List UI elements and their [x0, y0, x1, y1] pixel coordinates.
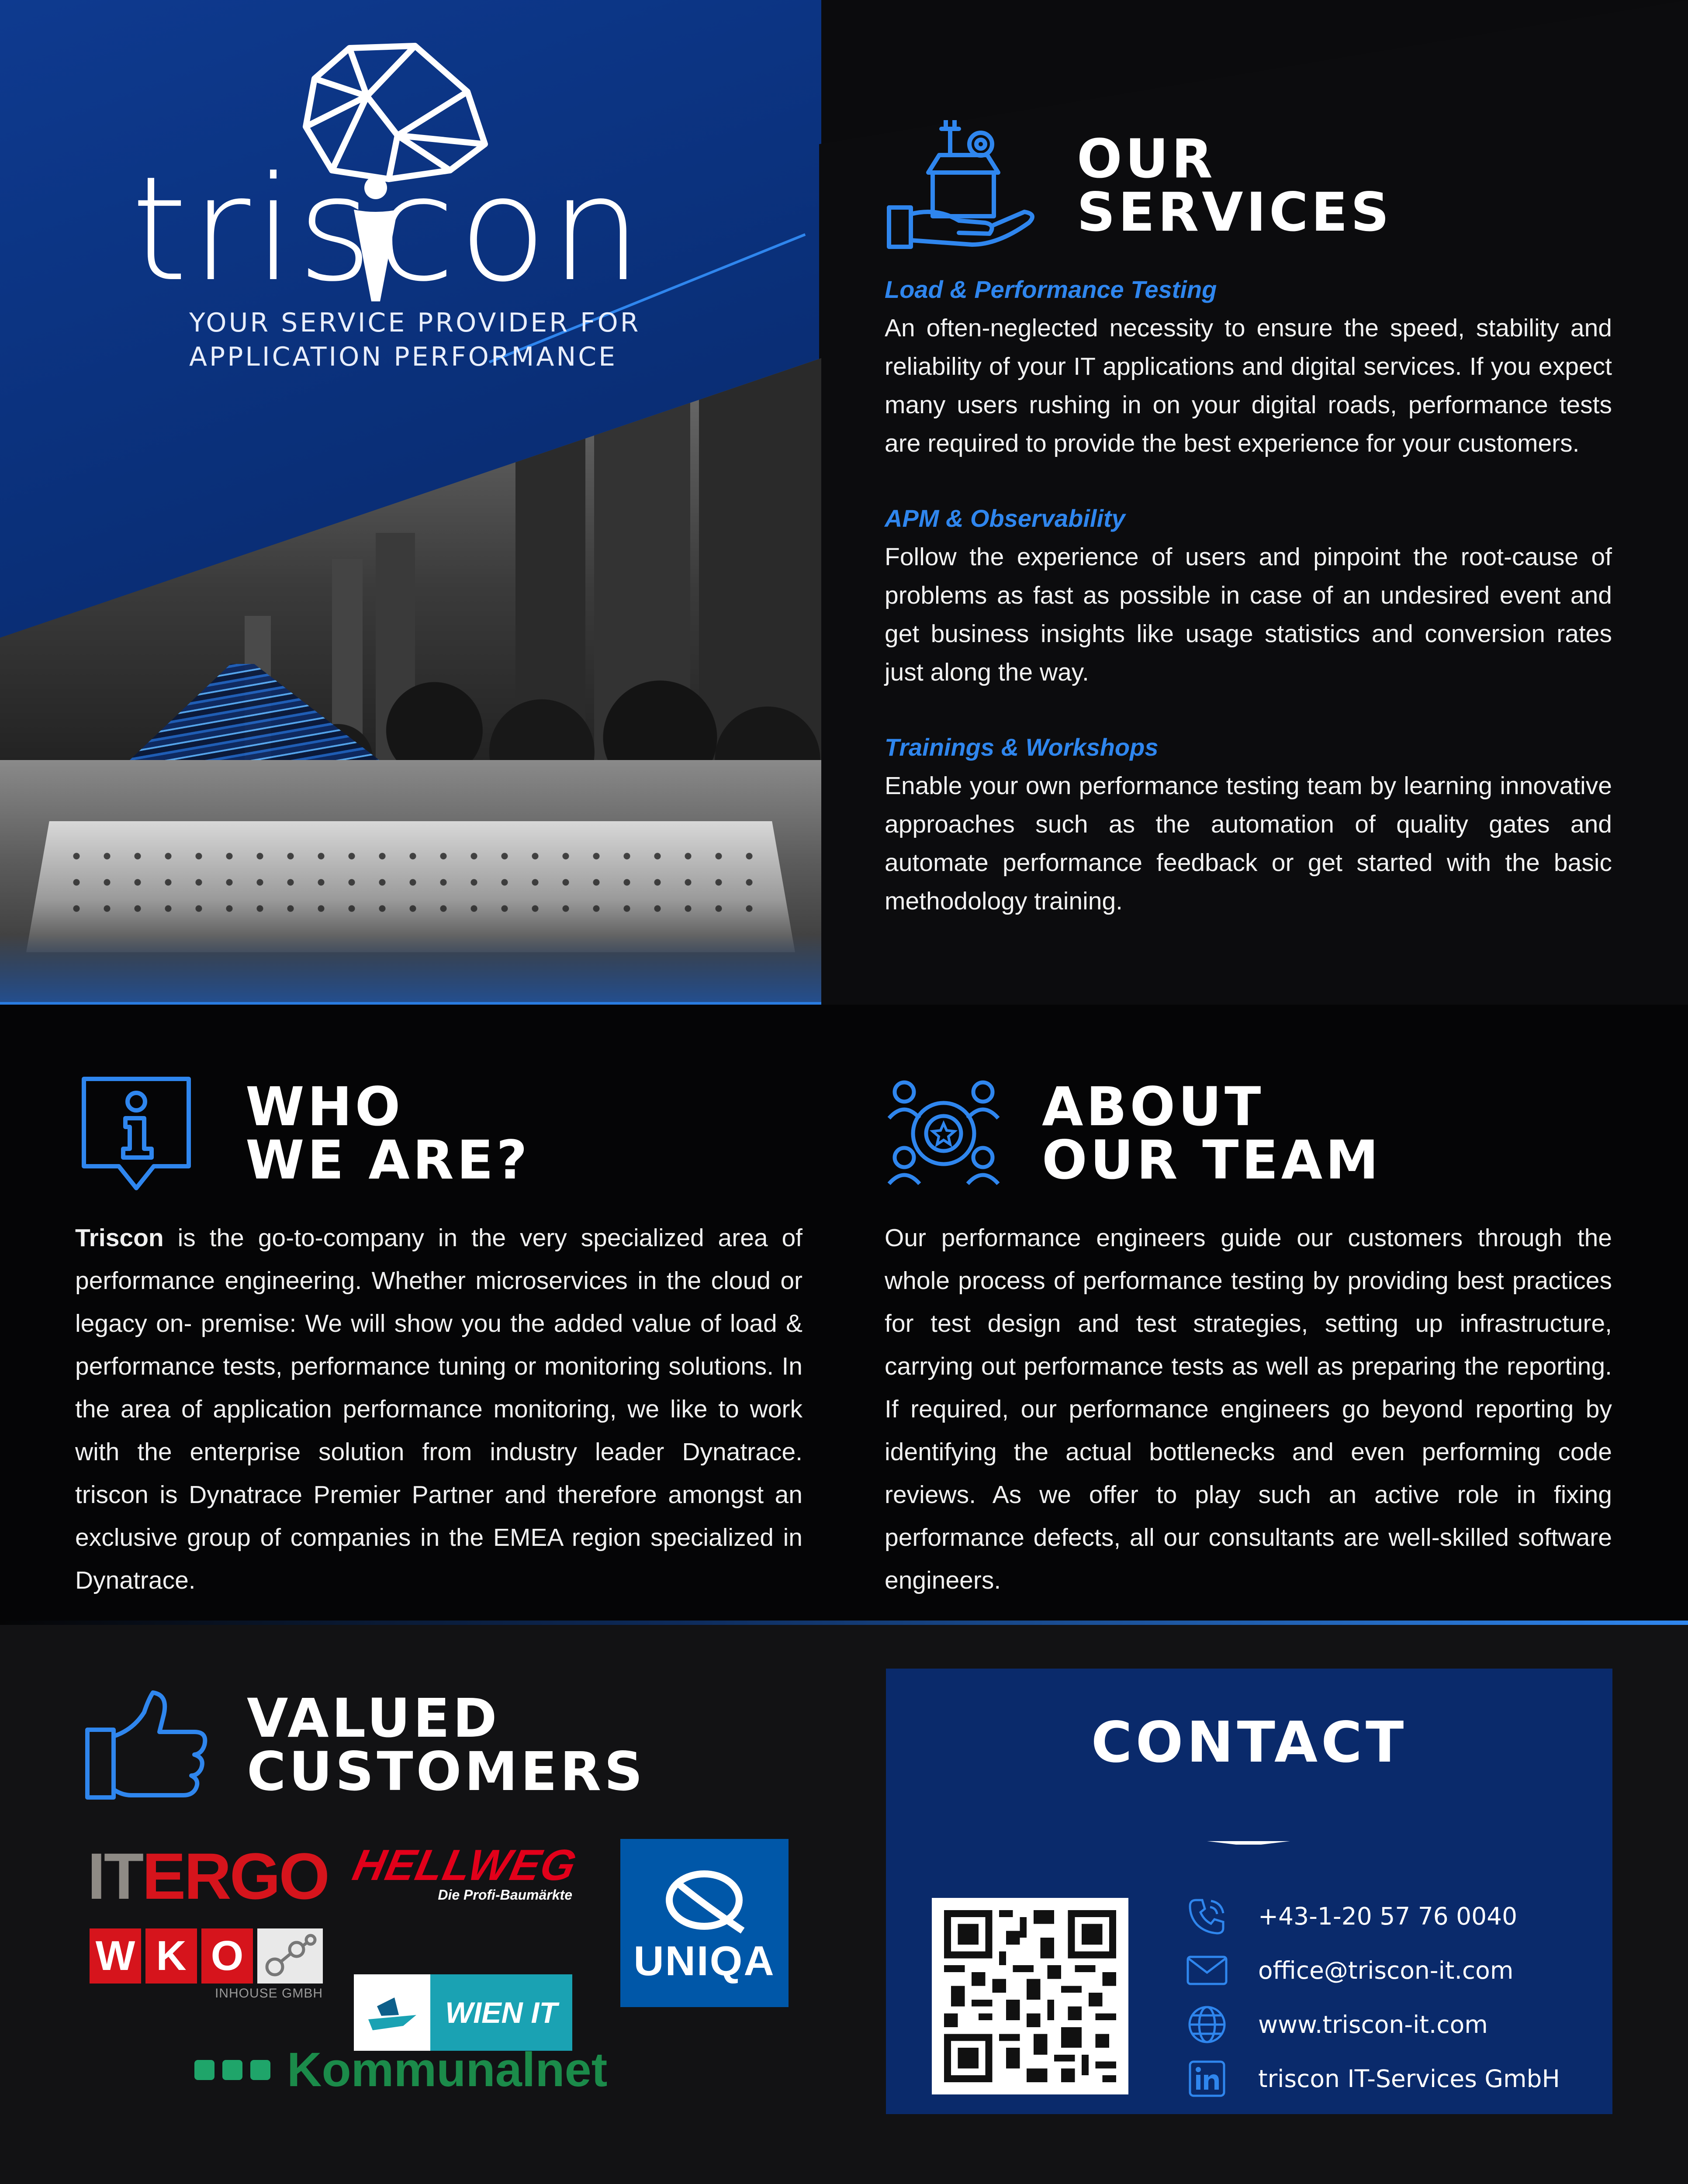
service-description: An often-neglected necessity to ensure the speed, stability and reliability of your IT applications and digital services. If you expect many users rushing in on your digital roads, performance tests are required to provide the best experience for your customers. — [885, 314, 1612, 457]
section-separator — [0, 1621, 1688, 1625]
contact-linkedin[interactable] — [1183, 2052, 1598, 2106]
team-network-icon — [885, 1075, 1003, 1192]
triscon-logo — [131, 39, 721, 313]
website-url: www.triscon-it.com — [1258, 2011, 1488, 2039]
wien-it-emblem-icon — [354, 1974, 430, 2051]
who-we-are-block — [75, 1070, 802, 1602]
info-speech-bubble-icon — [75, 1070, 197, 1197]
service-item — [885, 504, 1612, 691]
tagline-line-2: APPLICATION PERFORMANCE — [189, 342, 618, 372]
services-header — [885, 120, 1612, 251]
kommunalnet-dot — [250, 2060, 270, 2080]
wien-it-logo: WIEN IT — [354, 1974, 572, 2051]
linkedin-icon — [1183, 2059, 1231, 2098]
globe-icon — [1183, 2005, 1231, 2044]
customer-logos — [83, 1839, 804, 2175]
team-body: Our performance engineers guide our customers through the whole process of performance testing by providing best practices for test design and test strategies, setting up infrastructure, carrying out performance tests as well as preparing the reporting. If required, our performance engineers go beyond reporting by identifying the actual bottlenecks and even performing code reviews. As we offer to play such an active role in fixing performance defects, all our consultants are well-skilled software engineers. — [885, 1224, 1612, 1594]
service-description: Enable your own performance testing team by learning innovative approaches such as the automation of quality gates and automate performance feedback or get started with the basic methodology training. — [885, 772, 1612, 915]
contact-phone[interactable] — [1183, 1889, 1598, 1943]
kommunalnet-logo: Kommunalnet — [194, 2042, 607, 2098]
contact-email[interactable] — [1183, 1943, 1598, 1997]
services-section — [885, 120, 1612, 962]
qr-code[interactable] — [932, 1898, 1128, 2094]
customers-header — [83, 1688, 804, 1802]
itergo-logo: ITERGO — [87, 1839, 329, 1913]
service-name: Trainings & Workshops — [885, 733, 1159, 761]
phone-icon — [1183, 1897, 1231, 1936]
service-item — [885, 733, 1612, 920]
contact-title: CONTACT — [1091, 1710, 1408, 1775]
contact-box — [886, 1669, 1612, 2114]
contact-website[interactable] — [1183, 1997, 1598, 2052]
brand-wordmark: triscon — [131, 145, 646, 313]
who-lead: Triscon — [75, 1224, 164, 1252]
customers-title: VALUED CUSTOMERS — [247, 1687, 646, 1803]
service-box-tools-icon — [885, 120, 1051, 251]
about-section — [0, 1005, 1688, 1625]
email-address: office@triscon-it.com — [1258, 1956, 1514, 1984]
customers-block — [83, 1688, 804, 1802]
who-header — [75, 1070, 802, 1197]
service-description: Follow the experience of users and pinpoint the root-cause of problems as fast as possible in case of an undesired event and get business insights like usage statistics and conversion rates just along the way. — [885, 543, 1612, 686]
qr-code-icon — [944, 1910, 1116, 2082]
about-team-block — [885, 1070, 1612, 1602]
kommunalnet-dot — [222, 2060, 242, 2080]
hero-section — [0, 0, 1688, 1005]
services-title: OUR SERVICES — [1077, 128, 1392, 243]
mail-icon — [1183, 1951, 1231, 1990]
brand-tagline — [189, 306, 670, 374]
who-body — [75, 1216, 802, 1602]
contact-divider — [1207, 1841, 1290, 1845]
who-title: WHO WE ARE? — [246, 1076, 530, 1191]
tagline-line-1: YOUR SERVICE PROVIDER FOR — [189, 308, 641, 338]
service-item — [885, 275, 1612, 463]
phone-number: +43-1-20 57 76 0040 — [1258, 1902, 1518, 1930]
kommunalnet-dot — [194, 2060, 214, 2080]
linkedin-name: triscon IT-Services GmbH — [1258, 2065, 1560, 2093]
footer-section — [0, 1625, 1688, 2184]
service-name: Load & Performance Testing — [885, 276, 1217, 303]
wko-network-icon — [257, 1928, 323, 1984]
who-text: is the go-to-company in the very specialized area of performance engineering. Whether microservices in the cloud or legacy on- premise: We will show you the added value of load & performance tests, performance tuning or monitoring solutions. In the area of application performance monitoring, we like to work with the enterprise solution from industry leader Dynatrace. triscon is Dynatrace Premier Partner and therefore amongst an exclusive group of companies in the EMEA region specialized in Dynatrace. — [75, 1224, 802, 1594]
team-title: ABOUT OUR TEAM — [1042, 1076, 1382, 1191]
hellweg-logo: HELLWEG Die Profi-Baumärkte — [349, 1841, 581, 1903]
service-name: APM & Observability — [885, 505, 1125, 532]
contact-list — [1183, 1889, 1598, 2106]
thumbs-up-icon — [83, 1688, 210, 1802]
uniqa-logo: UNIQA — [620, 1839, 789, 2007]
team-header — [885, 1070, 1612, 1197]
wko-logo: W K O INHOUSE GMBH — [90, 1928, 323, 2001]
